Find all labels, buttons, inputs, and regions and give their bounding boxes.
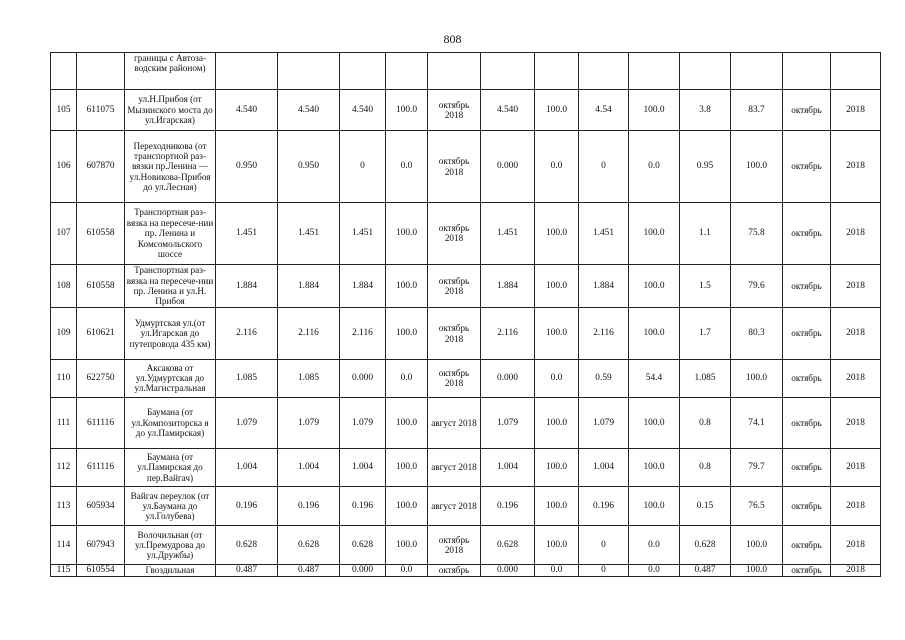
cell-c4: 100.0	[386, 526, 428, 565]
cell-name: Гвоздильная	[125, 565, 216, 577]
cell-month1: октябрь 2018	[428, 308, 481, 359]
cell-c5: 1.004	[481, 449, 535, 487]
cell-month2: октябрь	[783, 89, 831, 130]
cell-month1: октябрь 2018	[428, 89, 481, 130]
cell-c10: 100.0	[731, 359, 783, 397]
cell-year: 2018	[831, 449, 881, 487]
cell-c7: 1.451	[579, 202, 629, 264]
cell-no: 115	[51, 565, 77, 577]
cell-code: 610554	[77, 565, 125, 577]
cell-c2: 0.196	[278, 487, 340, 526]
cell-c2: 0.950	[278, 131, 340, 203]
cell-c6: 0.0	[535, 131, 579, 203]
cell-c7: 2.116	[579, 308, 629, 359]
cell-no: 109	[51, 308, 77, 359]
cell-c6: 100.0	[535, 487, 579, 526]
cell-year: 2018	[831, 202, 881, 264]
cell-c3: 1.451	[340, 202, 386, 264]
cell-c10: 74.1	[731, 397, 783, 448]
table-row	[51, 565, 881, 577]
cell-c6: 100.0	[535, 308, 579, 359]
cell-c10: 83.7	[731, 89, 783, 130]
cell-c8: 100.0	[629, 449, 680, 487]
cell-c9: 1.5	[680, 264, 731, 308]
cell-month1: октябрь 2018	[428, 131, 481, 203]
cell-c8: 0.0	[629, 565, 680, 577]
cell-c9: 1.1	[680, 202, 731, 264]
cell-c8: 100.0	[629, 89, 680, 130]
cell-c5: 4.540	[481, 89, 535, 130]
cell-c5: 0.000	[481, 131, 535, 203]
cell-c10: 76.5	[731, 487, 783, 526]
cell-c3: 0.000	[340, 565, 386, 577]
cell-c9: 0.15	[680, 487, 731, 526]
cell-code: 611116	[77, 449, 125, 487]
cell-c9: 1.7	[680, 308, 731, 359]
table-row	[51, 308, 881, 359]
cell-c1: 0.487	[216, 565, 278, 577]
cell-c9: 0.8	[680, 397, 731, 448]
cell-month2: октябрь	[783, 264, 831, 308]
cell-no: 105	[51, 89, 77, 130]
cell-c5: 0.000	[481, 359, 535, 397]
table-row	[51, 526, 881, 565]
cell-month1: октябрь 2018	[428, 202, 481, 264]
cell-month1: август 2018	[428, 449, 481, 487]
cell-name: Переходникова (от транспортной раз-вязки пр.Ленина — ул.Новикова-Прибоя до ул.Лесная)	[125, 131, 216, 203]
cell-c6: 100.0	[535, 202, 579, 264]
table-row-continued	[51, 53, 881, 90]
cell-year: 2018	[831, 359, 881, 397]
cell-c10: 80.3	[731, 308, 783, 359]
cell-c2: 1.079	[278, 397, 340, 448]
table-row	[51, 264, 881, 308]
cell-c8: 100.0	[629, 397, 680, 448]
cell-c3: 0.000	[340, 359, 386, 397]
cell-c2: 0.487	[278, 565, 340, 577]
cell-year: 2018	[831, 487, 881, 526]
cell-code: 610558	[77, 202, 125, 264]
cell-c6: 100.0	[535, 397, 579, 448]
cell-c9: 0.8	[680, 449, 731, 487]
cell-name: Вайгач переулок (от ул.Баумана до ул.Голубева)	[125, 487, 216, 526]
cell-code: 611116	[77, 397, 125, 448]
cell-code: 610558	[77, 264, 125, 308]
cell-c9: 1.085	[680, 359, 731, 397]
cell-c2: 2.116	[278, 308, 340, 359]
cell-c8: 100.0	[629, 264, 680, 308]
cell-c8: 100.0	[629, 308, 680, 359]
cell-name: Транспортная раз-вязка на пересече-нии пр. Ленина и ул.Н. Прибоя	[125, 264, 216, 308]
cell-c2: 0.628	[278, 526, 340, 565]
cell-month1: октябрь 2018	[428, 359, 481, 397]
cell-c8: 100.0	[629, 202, 680, 264]
cell-year: 2018	[831, 397, 881, 448]
cell-c10: 100.0	[731, 565, 783, 577]
cell-c4: 100.0	[386, 308, 428, 359]
cell-name: Баумана (от ул.Памирская до пер.Вайгач)	[125, 449, 216, 487]
table-row	[51, 397, 881, 448]
table-row	[51, 89, 881, 130]
table-row	[51, 449, 881, 487]
cell-month2: октябрь	[783, 487, 831, 526]
cell-no: 106	[51, 131, 77, 203]
cell-no	[51, 53, 77, 90]
cell-month2: октябрь	[783, 308, 831, 359]
cell-c4: 0.0	[386, 565, 428, 577]
cell-code	[77, 53, 125, 90]
cell-c7: 0.59	[579, 359, 629, 397]
cell-c3: 1.079	[340, 397, 386, 448]
cell-c5: 1.884	[481, 264, 535, 308]
cell-c8: 100.0	[629, 487, 680, 526]
cell-c2: 1.085	[278, 359, 340, 397]
cell-c8: 0.0	[629, 526, 680, 565]
cell-month2: октябрь	[783, 526, 831, 565]
cell-c1: 1.451	[216, 202, 278, 264]
cell-c7: 1.079	[579, 397, 629, 448]
cell-c6: 100.0	[535, 89, 579, 130]
cell-c4: 100.0	[386, 89, 428, 130]
cell-name: Удмуртская ул.(от ул.Игарская до путепровода 435 км)	[125, 308, 216, 359]
cell-code: 605934	[77, 487, 125, 526]
cell-no: 112	[51, 449, 77, 487]
cell-c7: 1.004	[579, 449, 629, 487]
cell-c10: 100.0	[731, 131, 783, 203]
cell-c1: 4.540	[216, 89, 278, 130]
cell-month2: октябрь	[783, 397, 831, 448]
cell-c10: 75.8	[731, 202, 783, 264]
cell-c5: 2.116	[481, 308, 535, 359]
cell-c7: 0	[579, 131, 629, 203]
cell-c4: 100.0	[386, 487, 428, 526]
cell-c7: 0.196	[579, 487, 629, 526]
cell-c1: 1.085	[216, 359, 278, 397]
cell-c7: 0	[579, 526, 629, 565]
cell-c3: 0.628	[340, 526, 386, 565]
cell-month1: август 2018	[428, 487, 481, 526]
cell-c3: 4.540	[340, 89, 386, 130]
cell-year: 2018	[831, 565, 881, 577]
cell-c1: 2.116	[216, 308, 278, 359]
cell-code: 607943	[77, 526, 125, 565]
cell-no: 108	[51, 264, 77, 308]
table-row	[51, 359, 881, 397]
cell-c7: 4.54	[579, 89, 629, 130]
cell-month1: август 2018	[428, 397, 481, 448]
cell-c9: 0.628	[680, 526, 731, 565]
cell-c3: 0.196	[340, 487, 386, 526]
cell-year: 2018	[831, 308, 881, 359]
cell-c4: 0.0	[386, 131, 428, 203]
cell-c6: 100.0	[535, 526, 579, 565]
cell-c4: 100.0	[386, 449, 428, 487]
cell-c5: 0.000	[481, 565, 535, 577]
cell-c5: 0.196	[481, 487, 535, 526]
cell-month1: октябрь	[428, 565, 481, 577]
cell-month2: октябрь	[783, 131, 831, 203]
cell-year: 2018	[831, 526, 881, 565]
cell-c10: 79.7	[731, 449, 783, 487]
cell-c7: 0	[579, 565, 629, 577]
cell-code: 607870	[77, 131, 125, 203]
cell-month1: октябрь 2018	[428, 264, 481, 308]
table-row	[51, 131, 881, 203]
cell-c8: 0.0	[629, 131, 680, 203]
cell-c9: 0.487	[680, 565, 731, 577]
cell-c1: 0.628	[216, 526, 278, 565]
cell-month2: октябрь	[783, 449, 831, 487]
cell-name: Баумана (от ул.Композиторска я до ул.Памирская)	[125, 397, 216, 448]
cell-c2: 1.004	[278, 449, 340, 487]
cell-c8: 54.4	[629, 359, 680, 397]
cell-c2: 1.884	[278, 264, 340, 308]
cell-code: 622750	[77, 359, 125, 397]
cell-year: 2018	[831, 131, 881, 203]
cell-c3: 1.004	[340, 449, 386, 487]
table-row	[51, 487, 881, 526]
cell-c6: 0.0	[535, 565, 579, 577]
cell-month1: октябрь 2018	[428, 526, 481, 565]
cell-c9: 3.8	[680, 89, 731, 130]
roads-table	[50, 52, 881, 577]
cell-no: 111	[51, 397, 77, 448]
cell-c1: 1.884	[216, 264, 278, 308]
cell-no: 114	[51, 526, 77, 565]
cell-c4: 0.0	[386, 359, 428, 397]
cell-code: 611075	[77, 89, 125, 130]
cell-c4: 100.0	[386, 264, 428, 308]
cell-c3: 1.884	[340, 264, 386, 308]
cell-c1: 1.079	[216, 397, 278, 448]
page-number: 808	[443, 32, 462, 46]
cell-c5: 1.079	[481, 397, 535, 448]
cell-year: 2018	[831, 264, 881, 308]
cell-no: 107	[51, 202, 77, 264]
cell-c7: 1.884	[579, 264, 629, 308]
cell-no: 113	[51, 487, 77, 526]
cell-name: ул.Н.Прибоя (от Мызинского моста до ул.Игарская)	[125, 89, 216, 130]
cell-name: границы с Автоза-водским районом)	[125, 53, 216, 90]
cell-name: Аксакова от ул.Удмуртская до ул.Магистральная	[125, 359, 216, 397]
cell-month2: октябрь	[783, 565, 831, 577]
cell-c10: 100.0	[731, 526, 783, 565]
cell-c1: 0.196	[216, 487, 278, 526]
cell-c1: 0.950	[216, 131, 278, 203]
cell-name: Волочильная (от ул.Премудрова до ул.Дружбы)	[125, 526, 216, 565]
cell-no: 110	[51, 359, 77, 397]
cell-c3: 2.116	[340, 308, 386, 359]
cell-month2: октябрь	[783, 359, 831, 397]
cell-month2: октябрь	[783, 202, 831, 264]
cell-c5: 0.628	[481, 526, 535, 565]
cell-c4: 100.0	[386, 202, 428, 264]
cell-c2: 4.540	[278, 89, 340, 130]
cell-c4: 100.0	[386, 397, 428, 448]
cell-c1: 1.004	[216, 449, 278, 487]
cell-c5: 1.451	[481, 202, 535, 264]
cell-name: Транспортная раз-вязка на пересече-нии пр. Ленина и Комсомольского шоссе	[125, 202, 216, 264]
cell-c2: 1.451	[278, 202, 340, 264]
cell-c3: 0	[340, 131, 386, 203]
cell-c6: 100.0	[535, 449, 579, 487]
cell-c6: 100.0	[535, 264, 579, 308]
cell-c6: 0.0	[535, 359, 579, 397]
cell-c9: 0.95	[680, 131, 731, 203]
table-row	[51, 202, 881, 264]
cell-year: 2018	[831, 89, 881, 130]
cell-c10: 79.6	[731, 264, 783, 308]
cell-code: 610621	[77, 308, 125, 359]
